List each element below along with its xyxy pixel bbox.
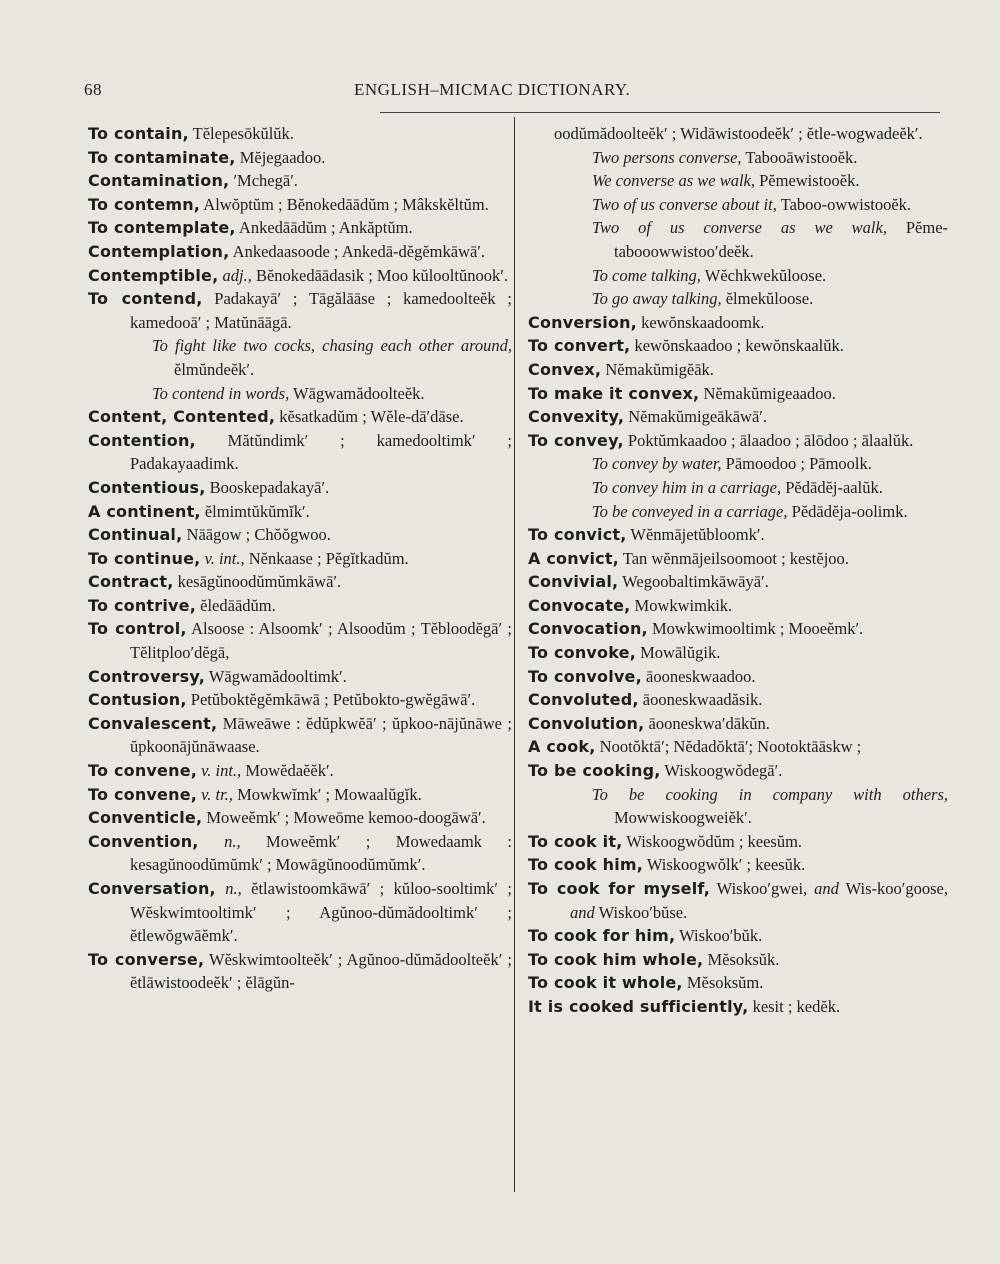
headword: Conversation,	[88, 879, 216, 898]
part-of-speech: n.,	[198, 831, 241, 851]
sub-entry	[528, 476, 948, 500]
dictionary-entry	[88, 688, 512, 712]
translation: Alwŏptŭm ; Bĕnokedāādŭm ; Mâkskĕltŭm.	[200, 194, 489, 214]
dictionary-entry	[88, 429, 512, 476]
headword: To be cooking,	[528, 761, 661, 781]
translation: Wiskoogwŏdŭm ; keesŭm.	[622, 831, 803, 851]
headword: To convey,	[528, 430, 624, 450]
dictionary-entry	[528, 334, 948, 358]
dictionary-entry	[528, 523, 948, 547]
translation: Mowĕdaĕĕk′.	[241, 761, 334, 781]
translation: Wiskoo′bŭse.	[594, 902, 688, 922]
translation: Tĕlepesōkŭlŭk.	[188, 124, 294, 143]
headword: Controversy,	[88, 666, 206, 686]
translation: Wāgwamădoolteĕk.	[289, 383, 425, 403]
headword: Convolution,	[528, 713, 645, 733]
headword: To convict,	[528, 525, 627, 545]
headword: Convocate,	[528, 595, 631, 615]
sub-entry	[528, 264, 948, 288]
translation: Wegoobaltimkāwāyā′.	[618, 572, 769, 592]
sub-entry	[528, 452, 948, 476]
translation: Padakayā′ ; Tāgălāāse ; kamedoolteĕk ; kamedooā′ ; Matŭnāāgā.	[130, 289, 512, 332]
page-number: 68	[84, 80, 102, 99]
headword: To contain,	[88, 124, 189, 143]
dictionary-entry	[528, 853, 948, 877]
sub-entry	[528, 216, 948, 263]
headword: Contemptible,	[88, 265, 219, 285]
translation: ′Mchegā′.	[229, 171, 298, 191]
headword: To contrive,	[88, 595, 197, 615]
translation: ĕtlawistoomkāwā′ ; kŭloo-sooltimk′ ; Wĕskwimtooltimk′ ; Agŭnoo-dŭmădooltimk′ ; ĕtlewŏgwāĕmk′.	[130, 879, 512, 946]
dictionary-entry	[528, 877, 948, 924]
sub-entry-phrase: Two persons converse,	[592, 147, 742, 167]
sub-entry-phrase: To come talking,	[592, 265, 701, 285]
translation: Wiskoo′bŭk.	[675, 926, 763, 946]
sub-entry	[88, 382, 512, 406]
dictionary-entry	[88, 264, 512, 288]
dictionary-entry	[528, 617, 948, 641]
translation: Moweĕmk′ ; Moweōme kemoo-doogāwā′.	[202, 808, 486, 828]
dictionary-entry	[528, 830, 948, 854]
translation: kĕsatkadŭm ; Wĕle-dā′dāse.	[275, 407, 464, 427]
sub-entry	[528, 146, 948, 170]
headword: To contemn,	[88, 194, 201, 214]
translation: Mowkwimooltimk ; Mooeĕmk′.	[647, 619, 864, 639]
translation: Pĕmewistooĕk.	[754, 171, 860, 191]
translation: kewŏnskaadoo ; kewŏnskaalŭk.	[630, 336, 844, 356]
dictionary-entry	[528, 688, 948, 712]
headword: To cook him,	[528, 855, 644, 875]
dictionary-entry	[528, 547, 948, 571]
dictionary-entry	[88, 523, 512, 547]
dictionary-entry	[528, 122, 948, 146]
header-rule	[380, 112, 940, 113]
dictionary-entry	[528, 735, 948, 759]
dictionary-entry	[528, 382, 948, 406]
headword: It is cooked sufficiently,	[528, 996, 749, 1016]
dictionary-entry	[88, 547, 512, 571]
running-title: ENGLISH–MICMAC DICTIONARY.	[354, 80, 631, 99]
sub-entry-phrase: We converse as we walk,	[592, 171, 755, 191]
headword: Contemplation,	[88, 241, 230, 261]
dictionary-entry	[88, 476, 512, 500]
translation: Nĕmakŭmigĕāk.	[601, 359, 714, 379]
part-of-speech: adj.,	[218, 265, 252, 285]
translation: Pĕdādĕja-oolimk.	[787, 501, 908, 521]
translation: Poktŭmkaadoo ; ālaadoo ; ālōdoo ; ālaalŭk.	[623, 430, 914, 450]
dictionary-entry	[88, 759, 512, 783]
headword: To convolve,	[528, 666, 642, 686]
translation: Wiskoogwŏdegā′.	[660, 761, 783, 781]
headword: To cook him whole,	[528, 949, 704, 969]
dictionary-entry	[528, 641, 948, 665]
column-divider	[514, 117, 515, 1192]
dictionary-entry	[528, 594, 948, 618]
headword: A convict,	[528, 548, 619, 568]
sub-entry-phrase: To go away talking,	[592, 289, 722, 309]
headword: Convoluted,	[528, 690, 639, 710]
sub-entry-phrase: To be conveyed in a carriage,	[592, 501, 788, 521]
translation: Nĕmakŭmigeaadoo.	[699, 383, 836, 403]
headword: To continue,	[88, 548, 201, 568]
dictionary-entry	[88, 193, 512, 217]
headword: To convene,	[88, 784, 198, 804]
translation: Mătŭndimk′ ; kamedooltimk′ ; Padakayaadimk.	[130, 430, 512, 474]
headword: Convex,	[528, 359, 602, 379]
headword: To contend,	[88, 289, 203, 309]
headword: Convocation,	[528, 619, 648, 639]
dictionary-entry	[88, 594, 512, 618]
headword: Content, Contented,	[88, 407, 276, 427]
headword: To cook it,	[528, 831, 623, 851]
translation: Māweāwe : ĕdŭpkwĕā′ ; ŭpkoo-nājŭnāwe ; ŭpkoonājŭnāwaase.	[130, 713, 512, 757]
headword: Convalescent,	[88, 713, 218, 733]
translation: ĕlmekŭloose.	[721, 289, 814, 309]
translation: Taboo-owwistooĕk.	[776, 194, 912, 214]
dictionary-entry	[528, 665, 948, 689]
translation: Mĕjegaadoo.	[235, 147, 326, 167]
dictionary-entry	[88, 146, 512, 170]
headword: Contusion,	[88, 690, 187, 710]
translation: Pĕdādĕj-aalŭk.	[781, 477, 883, 497]
dictionary-entry	[528, 405, 948, 429]
dictionary-entry	[88, 405, 512, 429]
right-column	[528, 122, 948, 1019]
dictionary-entry	[88, 712, 512, 759]
part-of-speech: v. int.,	[200, 548, 245, 568]
translation: Ankedaasoode ; Ankedā-dĕgĕmkāwā′.	[229, 241, 486, 261]
translation: Alsoose : Alsoomk′ ; Alsoodŭm ; Tĕbloodĕgā′ ; Tĕlitploo′dĕgā,	[130, 619, 512, 663]
translation: oodŭmădoolteĕk′ ; Widāwistoodeĕk′ ; ĕtle-wogwadeĕk′.	[554, 124, 923, 143]
sub-entry-phrase: To fight like two cocks, chasing each other around,	[152, 336, 512, 356]
sub-entry-phrase: To contend in words,	[152, 383, 290, 403]
translation: Bĕnokedāādasik ; Moo kŭlooltŭnook′.	[251, 265, 508, 285]
dictionary-entry	[88, 948, 512, 995]
headword: To contemplate,	[88, 218, 236, 238]
dictionary-entry	[88, 665, 512, 689]
dictionary-entry	[528, 358, 948, 382]
dictionary-entry	[528, 570, 948, 594]
translation: Nāāgow ; Chŏŏgwoo.	[182, 525, 331, 545]
translation: kesāgŭnoodŭmŭmkāwā′.	[173, 572, 342, 592]
translation: Mowkwĭmk′ ; Mowaalŭgĭk.	[232, 784, 422, 804]
translation: Tan wĕnmājeilsoomoot ; kestĕjoo.	[618, 548, 849, 568]
part-of-speech: n.,	[215, 879, 242, 898]
dictionary-entry	[88, 122, 512, 146]
dictionary-entry	[528, 995, 948, 1019]
headword: Convexity,	[528, 407, 625, 427]
part-of-speech: v. tr.,	[197, 784, 233, 804]
translation: ĕledāādŭm.	[196, 595, 276, 615]
headword: To cook for him,	[528, 926, 676, 946]
sub-entry	[528, 500, 948, 524]
sub-entry	[528, 193, 948, 217]
headword: To contaminate,	[88, 147, 236, 167]
headword: To cook for myself,	[528, 879, 710, 898]
translation: Wĕnmājetŭbloomk′.	[626, 525, 765, 545]
headword: To cook it whole,	[528, 973, 683, 993]
translation: Booskepadakayā′.	[205, 477, 330, 497]
translation: Pĕme-tabooowwistoo′deĕk.	[614, 218, 949, 261]
dictionary-entry	[88, 617, 512, 664]
dictionary-entry	[88, 500, 512, 524]
translation: Wĕskwimtoolteĕk′ ; Agŭnoo-dŭmădoolteĕk′ ; ĕtlāwistoodeĕk′ ; ĕlāgŭn-	[130, 949, 512, 993]
translation: Nĕmakŭmigeākāwā′.	[624, 407, 768, 427]
translation: ĕlmimtŭkŭmĭk′.	[200, 501, 310, 521]
left-column	[88, 122, 512, 995]
headword: Contention,	[88, 430, 196, 450]
dictionary-entry	[528, 971, 948, 995]
translation: Pāmoodoo ; Pāmoolk.	[721, 454, 872, 474]
headword: To convert,	[528, 336, 631, 356]
headword: To converse,	[88, 949, 205, 969]
translation: Moweĕmk′ ; Mowedaamk : kesagŭnoodŭmŭmk′ ; Mowāgŭnoodŭmŭmk′.	[130, 831, 512, 875]
translation: āooneskwaadăsik.	[638, 690, 763, 710]
dictionary-entry	[528, 759, 948, 783]
translation: Wiskoo′gwei,	[709, 879, 808, 898]
headword: Conventicle,	[88, 808, 203, 828]
headword: Conversion,	[528, 312, 637, 332]
translation: Ankedāādŭm ; Ankăptŭm.	[235, 218, 413, 238]
translation: āooneskwaadoo.	[641, 666, 756, 686]
translation: Wis-koo′goose,	[838, 879, 949, 898]
translation: Nootŏktā′; Nĕdadŏktā′; Nootoktāāskw ;	[595, 737, 862, 757]
headword: To make it convex,	[528, 383, 700, 403]
dictionary-entry	[528, 712, 948, 736]
dictionary-entry	[528, 311, 948, 335]
translation: Mĕsoksŭm.	[682, 973, 764, 993]
sub-entry	[528, 169, 948, 193]
headword: Contentious,	[88, 477, 206, 497]
translation: Nĕnkaase ; Pĕgĭtkadŭm.	[244, 548, 409, 568]
dictionary-entry	[88, 216, 512, 240]
dictionary-entry	[88, 240, 512, 264]
page-header	[84, 78, 944, 102]
dictionary-entry	[88, 877, 512, 948]
translation: Mowwiskoogweiĕk′.	[614, 808, 752, 828]
translation: āooneskwa′dākŭn.	[644, 713, 770, 733]
headword: To convoke,	[528, 643, 636, 663]
translation: Wiskoogwŏlk′ ; keesŭk.	[643, 855, 806, 875]
translation: Wāgwamădooltimk′.	[205, 666, 347, 686]
headword: To convene,	[88, 761, 198, 781]
translation: Wĕchkwekŭloose.	[700, 265, 827, 285]
dictionary-entry	[88, 806, 512, 830]
headword: Convivial,	[528, 572, 619, 592]
dictionary-entry	[528, 924, 948, 948]
conjunction: and	[807, 879, 839, 898]
translation: Petŭboktĕgĕmkāwā ; Petŭbokto-gwĕgāwā′.	[186, 690, 476, 710]
dictionary-entry	[528, 429, 948, 453]
dictionary-entry	[88, 783, 512, 807]
translation: ĕlmŭndeĕk′.	[174, 359, 255, 379]
headword: Convention,	[88, 831, 199, 851]
translation: Mowālŭgik.	[635, 643, 721, 663]
sub-entry	[528, 287, 948, 311]
sub-entry-phrase: To convey him in a carriage,	[592, 477, 782, 497]
translation: Tabooāwistooĕk.	[741, 147, 858, 167]
dictionary-entry	[88, 287, 512, 334]
translation: Mĕsoksŭk.	[703, 949, 780, 969]
headword: A cook,	[528, 737, 596, 757]
headword: To control,	[88, 619, 187, 639]
headword: A continent,	[88, 501, 201, 521]
sub-entry-phrase: Two of us converse as we walk,	[592, 218, 887, 238]
translation: Mowkwimkik.	[630, 595, 733, 615]
headword: Contract,	[88, 572, 174, 592]
part-of-speech: v. int.,	[197, 761, 242, 781]
dictionary-entry	[88, 570, 512, 594]
translation: kewŏnskaadoomk.	[636, 312, 765, 332]
dictionary-entry	[528, 948, 948, 972]
sub-entry-phrase: To convey by water,	[592, 454, 722, 474]
headword: Continual,	[88, 525, 183, 545]
dictionary-entry	[88, 169, 512, 193]
translation: kesit ; kedĕk.	[748, 996, 841, 1016]
sub-entry	[528, 783, 948, 830]
conjunction: and	[570, 902, 595, 922]
headword: Contamination,	[88, 171, 230, 191]
sub-entry	[88, 334, 512, 381]
sub-entry-phrase: To be cooking in company with others,	[592, 784, 948, 804]
sub-entry-phrase: Two of us converse about it,	[592, 194, 777, 214]
dictionary-entry	[88, 830, 512, 877]
